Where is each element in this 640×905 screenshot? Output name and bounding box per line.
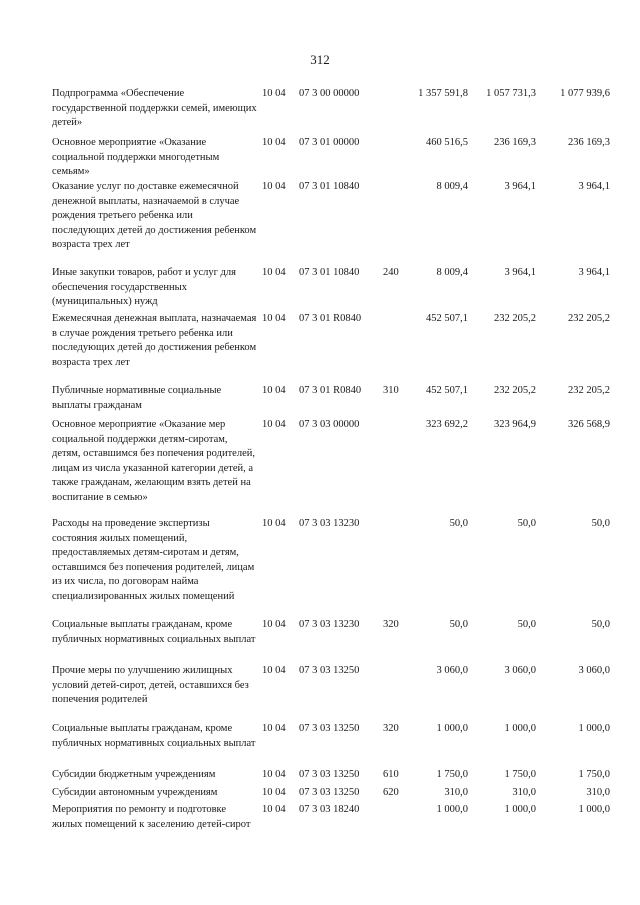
row-amount-year-1: 1 357 591,8 — [418, 88, 468, 99]
row-expense-type: 610 — [383, 769, 399, 780]
row-target-article: 07 3 01 R0840 — [299, 313, 362, 324]
row-amount-year-3: 50,0 — [591, 518, 610, 529]
page-number: 312 — [310, 52, 330, 67]
row-amount-year-2: 236 169,3 — [494, 137, 536, 148]
row-amount-year-2: 3 964,1 — [504, 181, 536, 192]
row-amount-year-2: 310,0 — [512, 787, 536, 798]
row-target-article: 07 3 03 13250 — [299, 769, 360, 780]
row-section-code: 10 04 — [262, 665, 286, 676]
row-amount-year-2: 1 000,0 — [504, 804, 536, 815]
row-amount-year-3: 232 205,2 — [568, 385, 610, 396]
row-amount-year-2: 1 750,0 — [504, 769, 536, 780]
row-amount-year-1: 3 060,0 — [436, 665, 468, 676]
row-target-article: 07 3 03 13230 — [299, 518, 360, 529]
row-amount-year-3: 236 169,3 — [568, 137, 610, 148]
row-amount-year-1: 50,0 — [449, 518, 468, 529]
row-section-code: 10 04 — [262, 137, 286, 148]
row-amount-year-2: 1 000,0 — [504, 723, 536, 734]
row-amount-year-2: 3 060,0 — [504, 665, 536, 676]
row-amount-year-2: 232 205,2 — [494, 313, 536, 324]
row-target-article: 07 3 01 R0840 — [299, 385, 362, 396]
row-section-code: 10 04 — [262, 313, 286, 324]
row-amount-year-3: 232 205,2 — [568, 313, 610, 324]
row-amount-year-1: 8 009,4 — [436, 181, 468, 192]
row-name: Публичные нормативные социальные выплаты гражданам — [52, 385, 222, 411]
row-section-code: 10 04 — [262, 619, 286, 630]
row-amount-year-2: 50,0 — [517, 619, 536, 630]
row-name: Иные закупки товаров, работ и услуг для обеспечения государственных (муниципальных) нужд — [52, 267, 236, 307]
row-amount-year-1: 323 692,2 — [426, 419, 468, 430]
row-section-code: 10 04 — [262, 787, 286, 798]
row-target-article: 07 3 01 00000 — [299, 137, 360, 148]
row-amount-year-3: 326 568,9 — [568, 419, 610, 430]
row-amount-year-2: 3 964,1 — [504, 267, 536, 278]
row-amount-year-1: 460 516,5 — [426, 137, 468, 148]
row-target-article: 07 3 00 00000 — [299, 88, 360, 99]
row-amount-year-3: 3 964,1 — [578, 267, 610, 278]
row-amount-year-1: 452 507,1 — [426, 313, 468, 324]
row-name: Ежемесячная денежная выплата, назначаемая в случае рождения третьего ребенка или последующих детей до достижения ребенком возраста трех лет — [52, 313, 257, 368]
row-name: Основное мероприятие «Оказание мер социальной поддержки детям-сиротам, детям, оставшимся без попечения родителей, лицам из числа указанной категории детей, а также гражданам, желающим взять детей на воспитание в семью» — [52, 419, 255, 503]
row-target-article: 07 3 03 13250 — [299, 723, 360, 734]
row-amount-year-3: 1 750,0 — [578, 769, 610, 780]
row-amount-year-3: 1 077 939,6 — [560, 88, 610, 99]
row-amount-year-2: 50,0 — [517, 518, 536, 529]
row-amount-year-1: 1 750,0 — [436, 769, 468, 780]
row-amount-year-3: 310,0 — [586, 787, 610, 798]
row-target-article: 07 3 01 10840 — [299, 267, 360, 278]
row-name: Социальные выплаты гражданам, кроме публичных нормативных социальных выплат — [52, 723, 256, 749]
row-amount-year-1: 1 000,0 — [436, 723, 468, 734]
row-section-code: 10 04 — [262, 769, 286, 780]
row-amount-year-3: 50,0 — [591, 619, 610, 630]
row-amount-year-1: 8 009,4 — [436, 267, 468, 278]
row-target-article: 07 3 03 00000 — [299, 419, 360, 430]
row-expense-type: 310 — [383, 385, 399, 396]
row-name: Субсидии бюджетным учреждениям — [52, 769, 216, 780]
row-section-code: 10 04 — [262, 518, 286, 529]
row-name: Основное мероприятие «Оказание социальной поддержки многодетным семьям» — [52, 137, 220, 177]
row-amount-year-1: 50,0 — [449, 619, 468, 630]
row-name: Субсидии автономным учреждениям — [52, 787, 218, 798]
row-amount-year-1: 310,0 — [444, 787, 468, 798]
row-section-code: 10 04 — [262, 723, 286, 734]
row-section-code: 10 04 — [262, 385, 286, 396]
row-amount-year-1: 452 507,1 — [426, 385, 468, 396]
row-target-article: 07 3 01 10840 — [299, 181, 360, 192]
row-section-code: 10 04 — [262, 419, 286, 430]
row-amount-year-2: 232 205,2 — [494, 385, 536, 396]
row-section-code: 10 04 — [262, 804, 286, 815]
row-section-code: 10 04 — [262, 181, 286, 192]
row-amount-year-1: 1 000,0 — [436, 804, 468, 815]
row-expense-type: 320 — [383, 619, 399, 630]
row-section-code: 10 04 — [262, 267, 286, 278]
row-name: Мероприятия по ремонту и подготовке жилых помещений к заселению детей-сирот — [52, 804, 251, 830]
row-target-article: 07 3 03 13250 — [299, 665, 360, 676]
row-target-article: 07 3 03 13250 — [299, 787, 360, 798]
row-target-article: 07 3 03 13230 — [299, 619, 360, 630]
row-name: Социальные выплаты гражданам, кроме публичных нормативных социальных выплат — [52, 619, 256, 645]
row-name: Оказание услуг по доставке ежемесячной денежной выплаты, назначаемой в случае рождения третьего ребенка или последующих детей до достижения ребенком возраста трех лет — [52, 181, 257, 250]
row-section-code: 10 04 — [262, 88, 286, 99]
row-name: Расходы на проведение экспертизы состояния жилых помещений, предоставляемых детям-сиротам и детям, оставшимся без попечения родителей, лицам из их числа, по договорам найма специализированных жилых помещений — [52, 518, 255, 602]
row-name: Прочие меры по улучшению жилищных условий детей-сирот, детей, оставшихся без попечения родителей — [52, 665, 249, 705]
row-name: Подпрограмма «Обеспечение государственной поддержки семей, имеющих детей» — [52, 88, 257, 128]
row-amount-year-3: 3 964,1 — [578, 181, 610, 192]
row-expense-type: 620 — [383, 787, 399, 798]
row-amount-year-2: 1 057 731,3 — [486, 88, 536, 99]
row-expense-type: 240 — [383, 267, 399, 278]
row-amount-year-3: 1 000,0 — [578, 804, 610, 815]
row-expense-type: 320 — [383, 723, 399, 734]
row-amount-year-2: 323 964,9 — [494, 419, 536, 430]
row-amount-year-3: 3 060,0 — [578, 665, 610, 676]
row-amount-year-3: 1 000,0 — [578, 723, 610, 734]
row-target-article: 07 3 03 18240 — [299, 804, 360, 815]
